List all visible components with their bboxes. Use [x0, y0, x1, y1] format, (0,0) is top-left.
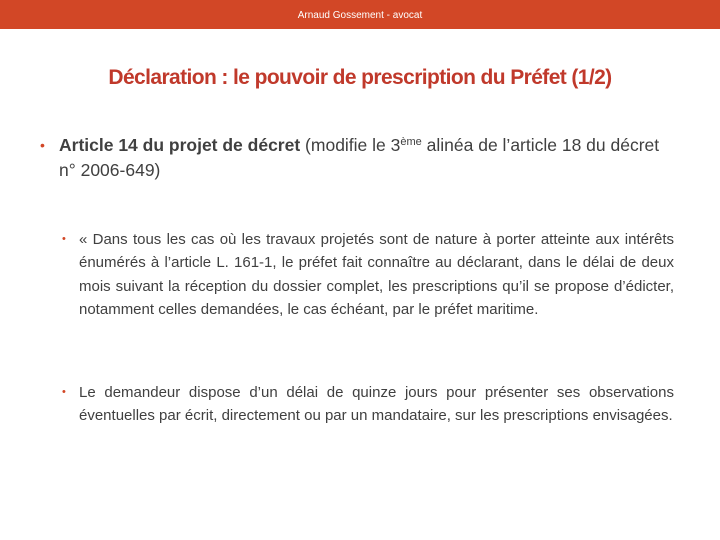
sub-bullet-marker: •	[62, 233, 66, 245]
sub-bullet-text: Le demandeur dispose d’un délai de quinze jours pour présenter ses observations éventuelles par écrit, directement ou par un mandataire, sur les prescriptions envisagées.	[79, 384, 674, 425]
sub-bullet-marker: •	[62, 386, 66, 398]
main-bullet-rest-2: alinéa de l’article 18 du décret n° 2006-649)	[59, 135, 660, 180]
main-bullet-text	[40, 133, 680, 183]
sub-bullet-text: « Dans tous les cas où les travaux projetés sont de nature à porter atteinte aux intérêts énumérés à l’article L. 161-1, le préfet fait connaître au déclarant, dans le délai de deux mois suivant la réception du dossier complet, les prescriptions qu’il se propose d’édicter, notamment celles demandées, le cas échéant, par le préfet maritime.	[79, 231, 674, 319]
sub-bullet-2	[62, 381, 674, 428]
main-bullet-sup: ème	[400, 136, 422, 148]
main-bullet-rest-1: (modifie le 3	[300, 135, 401, 155]
main-bullet	[40, 133, 680, 183]
main-bullet-strong: Article 14 du projet de décret	[59, 135, 301, 155]
bullet-marker: •	[40, 137, 45, 153]
sub-bullet-1	[62, 228, 674, 322]
header-author: Arnaud Gossement - avocat	[297, 10, 423, 21]
slide-title: Déclaration : le pouvoir de prescription du Préfet (1/2)	[108, 66, 612, 89]
